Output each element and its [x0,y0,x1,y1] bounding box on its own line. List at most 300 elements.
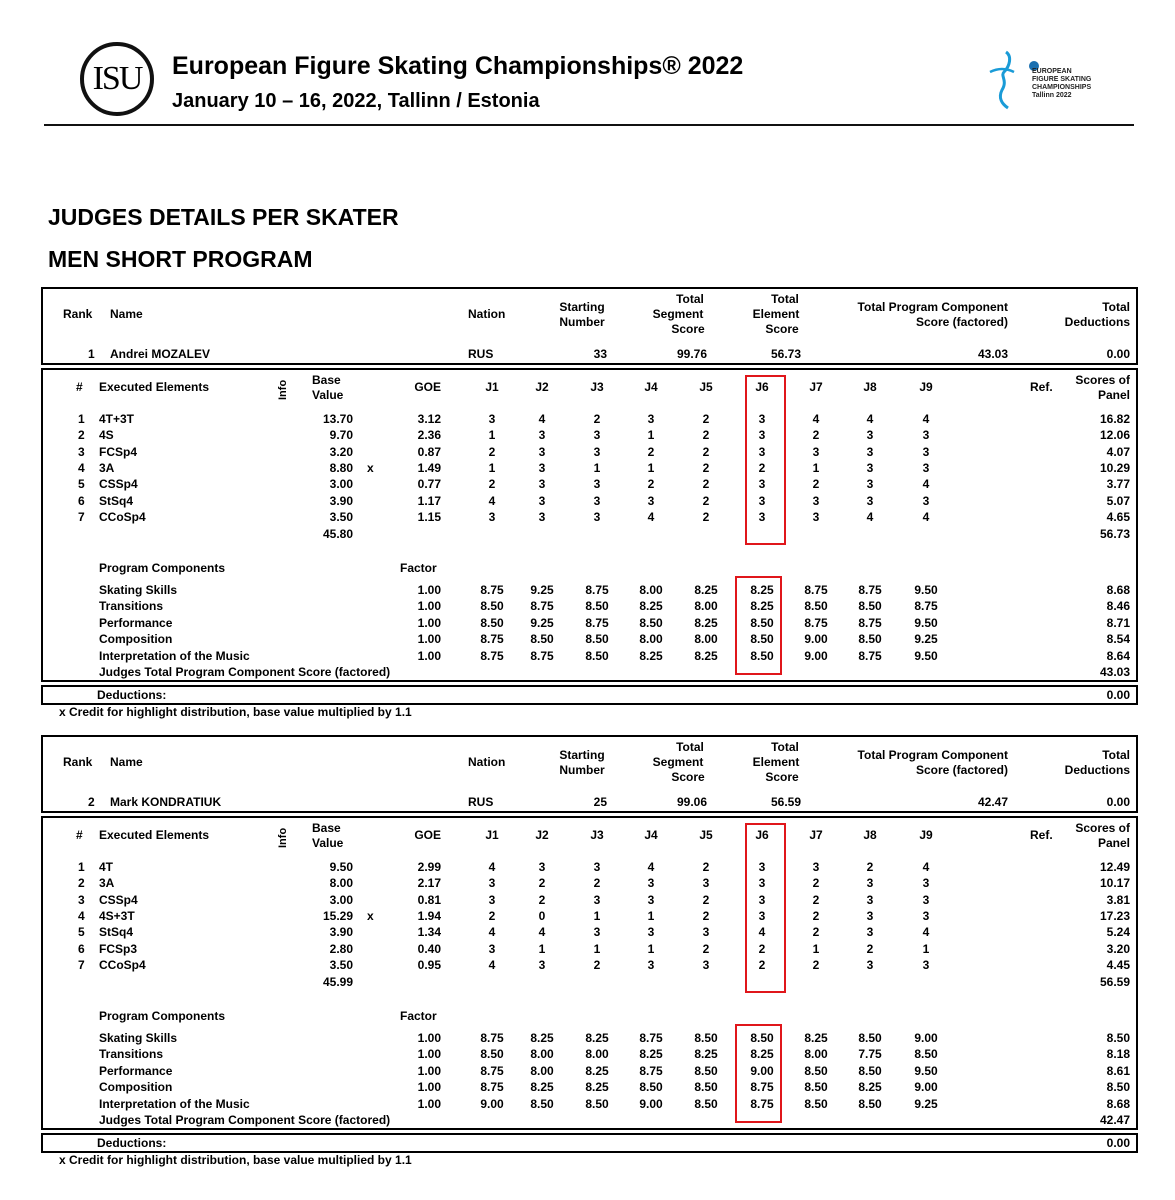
component-judge-8: 8.50 [858,1096,882,1111]
element-judge-8: 3 [866,876,874,891]
component-judge-1: 8.75 [480,648,504,663]
name-label: Name [110,307,143,321]
tss-label: Total [676,740,704,754]
element-panel-score: 3.20 [1106,941,1130,956]
component-judge-6: 8.50 [750,632,774,647]
element-judge-4: 1 [647,941,655,956]
pcs-label: Total Program Component [857,748,1008,762]
panel-label-2: Panel [1097,388,1130,402]
element-judge-2: 3 [538,460,546,475]
element-name: FCSp3 [99,941,138,956]
judge-header-8: J8 [863,380,877,394]
element-goe: 0.81 [417,892,441,907]
element-goe: 0.95 [417,957,441,972]
element-judge-6: 4 [758,925,766,940]
component-judge-1: 9.00 [480,1096,504,1111]
component-panel-score: 8.18 [1106,1047,1130,1062]
component-judge-3: 8.50 [585,599,609,614]
component-judge-5: 8.25 [694,1047,718,1062]
element-judge-5: 2 [702,428,710,443]
element-judge-2: 2 [538,876,546,891]
component-judge-9: 9.50 [914,648,938,663]
element-panel-score: 17.23 [1099,908,1130,923]
element-x-mark: x [367,908,374,923]
element-judge-9: 3 [922,892,930,907]
element-number: 4 [78,908,85,923]
element-judge-4: 1 [647,428,655,443]
element-judge-5: 2 [702,509,710,524]
element-name: 3A [99,876,115,891]
component-judge-7: 8.50 [804,1080,828,1095]
element-judge-2: 3 [538,444,546,459]
element-judge-5: 2 [702,892,710,907]
element-judge-8: 3 [866,428,874,443]
component-name: Performance [99,615,173,630]
element-number: 7 [78,957,85,972]
element-judge-1: 1 [488,428,496,443]
component-factor: 1.00 [417,1063,441,1078]
element-judge-4: 3 [647,876,655,891]
element-judge-1: 3 [488,876,496,891]
element-judge-1: 2 [488,477,496,492]
element-judge-6: 3 [758,428,766,443]
element-base-value: 2.80 [329,941,353,956]
element-judge-8: 3 [866,493,874,508]
element-judge-3: 3 [593,493,601,508]
component-judge-7: 9.00 [804,648,828,663]
panel-element-total: 56.73 [1099,527,1130,541]
element-judge-4: 1 [647,908,655,923]
tss-label: Total [676,292,704,306]
element-panel-score: 4.07 [1106,444,1130,459]
segment-heading: MEN SHORT PROGRAM [48,246,313,272]
component-judge-5: 8.50 [694,1031,718,1045]
pcs-label-2: Score (factored) [915,763,1008,777]
panel-label-2: Panel [1097,836,1130,850]
credit-footnote: x Credit for highlight distribution, base value multiplied by 1.1 [59,1153,412,1167]
starting-label: Starting [559,300,605,314]
element-judge-4: 3 [647,925,655,940]
factor-label: Factor [400,561,437,575]
component-panel-score: 8.61 [1106,1063,1130,1078]
component-judge-3: 8.75 [585,615,609,630]
component-judge-1: 8.75 [480,1063,504,1078]
element-judge-1: 3 [488,941,496,956]
element-name: 4S [99,428,114,443]
element-judge-9: 4 [922,509,930,524]
element-judge-2: 2 [538,892,546,907]
tss-label-3: Score [671,322,705,336]
component-factor: 1.00 [417,632,441,647]
element-judge-8: 2 [866,860,874,874]
element-judge-9: 1 [922,941,930,956]
component-judge-3: 8.50 [585,1096,609,1111]
ded-label-2: Deductions [1064,315,1130,329]
element-number: 2 [78,876,85,891]
element-judge-3: 3 [593,892,601,907]
element-goe: 1.49 [417,460,441,475]
component-factor: 1.00 [417,1096,441,1111]
total-pcs: 42.47 [977,795,1008,809]
skater-name: Mark KONDRATIUK [110,795,222,809]
deductions-value: 0.00 [1106,688,1130,702]
element-base-value: 9.70 [329,428,353,443]
component-name: Interpretation of the Music [99,648,250,663]
element-judge-7: 1 [812,941,820,956]
event-title: European Figure Skating Championships® 2022 [172,52,744,80]
skater-rank: 2 [88,795,95,809]
element-judge-8: 4 [866,509,874,524]
element-judge-2: 0 [538,908,546,923]
component-panel-score: 8.54 [1106,632,1130,647]
element-base-value: 15.29 [322,908,353,923]
page-heading: JUDGES DETAILS PER SKATER [48,204,399,230]
j6-components-highlight [735,576,782,675]
component-name: Interpretation of the Music [99,1096,250,1111]
element-goe: 1.94 [417,908,441,923]
element-judge-9: 3 [922,460,930,475]
element-judge-8: 3 [866,892,874,907]
component-judge-2: 8.75 [530,648,554,663]
component-factor: 1.00 [417,599,441,614]
component-judge-7: 8.75 [804,615,828,630]
component-judge-9: 9.00 [914,1031,938,1045]
championship-brand: EUROPEAN FIGURE SKATING CHAMPIONSHIPS Tallinn 2022 [1032,68,1092,99]
tss-label-2: Segment [652,307,704,321]
element-judge-4: 3 [647,892,655,907]
executed-elements-label: Executed Elements [99,828,210,842]
nation-label: Nation [468,755,506,769]
element-judge-2: 3 [538,509,546,524]
panel-label: Scores of [1075,373,1130,387]
component-name: Transitions [99,599,164,614]
judge-header-2: J2 [535,380,549,394]
element-name: CSSp4 [99,892,138,907]
element-base-value: 3.00 [329,892,353,907]
component-judge-2: 8.00 [530,1047,554,1062]
element-judge-6: 2 [758,460,766,475]
judge-header-4: J4 [644,828,658,842]
component-judge-1: 8.75 [480,1080,504,1095]
element-judge-1: 2 [488,908,496,923]
component-name: Performance [99,1063,173,1078]
base-value-total: 45.99 [322,975,353,989]
component-judge-1: 8.50 [480,615,504,630]
element-judge-3: 2 [593,876,601,891]
element-name: 4S+3T [99,908,135,923]
judge-header-4: J4 [644,380,658,394]
element-judge-2: 3 [538,493,546,508]
isu-logo: ISU [80,42,154,116]
element-panel-score: 4.65 [1106,509,1130,524]
component-name: Composition [99,632,173,647]
element-judge-7: 2 [812,925,820,940]
element-judge-8: 3 [866,957,874,972]
ref-label: Ref. [1030,380,1053,394]
element-judge-4: 3 [647,412,655,426]
component-judge-2: 9.25 [530,615,554,630]
element-goe: 2.36 [417,428,441,443]
element-goe: 0.40 [417,941,441,956]
component-judge-3: 8.25 [585,1080,609,1095]
element-name: 4T+3T [99,412,135,426]
total-pcs: 43.03 [977,347,1008,361]
j6-elements-highlight [745,823,786,993]
deductions-box [41,1133,1138,1153]
element-goe: 1.15 [417,509,441,524]
component-judge-1: 8.50 [480,1047,504,1062]
element-name: StSq4 [99,493,134,508]
element-panel-score: 3.81 [1106,892,1130,907]
element-judge-9: 4 [922,925,930,940]
judge-header-6: J6 [755,380,769,394]
element-judge-3: 3 [593,860,601,874]
element-panel-score: 5.24 [1106,925,1130,940]
element-judge-5: 3 [702,876,710,891]
component-judge-8: 8.50 [858,632,882,647]
j6-elements-highlight [745,375,786,545]
component-judge-6: 8.50 [750,615,774,630]
element-judge-3: 3 [593,925,601,940]
element-judge-4: 2 [647,477,655,492]
element-judge-1: 4 [488,925,496,940]
component-judge-3: 8.25 [585,1031,609,1045]
element-judge-7: 2 [812,876,820,891]
info-label: Info [277,827,289,848]
element-judge-6: 2 [758,941,766,956]
element-goe: 2.99 [417,860,441,874]
component-panel-score: 8.50 [1106,1080,1130,1095]
goe-label: GOE [414,828,441,842]
element-panel-score: 3.77 [1106,477,1130,492]
factor-label: Factor [400,1009,437,1023]
element-judge-5: 2 [702,444,710,459]
component-judge-2: 9.25 [530,583,554,597]
component-judge-6: 8.50 [750,1031,774,1045]
element-judge-9: 4 [922,860,930,874]
element-judge-9: 3 [922,957,930,972]
component-judge-5: 8.25 [694,615,718,630]
component-judge-6: 8.75 [750,1080,774,1095]
judge-header-9: J9 [919,380,933,394]
element-judge-9: 4 [922,412,930,426]
element-base-value: 3.90 [329,925,353,940]
element-judge-8: 3 [866,460,874,475]
component-judge-8: 8.75 [858,615,882,630]
element-name: CSSp4 [99,477,138,492]
component-factor: 1.00 [417,583,441,597]
component-panel-score: 8.71 [1106,615,1130,630]
element-judge-5: 2 [702,860,710,874]
component-judge-1: 8.75 [480,1031,504,1045]
component-judge-1: 8.50 [480,599,504,614]
component-judge-6: 8.25 [750,1047,774,1062]
element-judge-2: 3 [538,957,546,972]
component-judge-7: 8.00 [804,1047,828,1062]
element-base-value: 8.80 [329,460,353,475]
element-judge-3: 3 [593,509,601,524]
starting-label: Starting [559,748,605,762]
component-judge-4: 8.00 [639,632,663,647]
component-factor: 1.00 [417,1047,441,1062]
event-dates: January 10 – 16, 2022, Tallinn / Estonia [172,90,540,112]
component-judge-4: 8.50 [639,1080,663,1095]
component-judge-8: 8.50 [858,599,882,614]
component-judge-6: 8.75 [750,1096,774,1111]
component-judge-8: 8.25 [858,1080,882,1095]
judges-total-pcs: 43.03 [1099,665,1130,679]
element-panel-score: 12.49 [1099,860,1130,874]
program-components-label: Program Components [99,561,226,575]
element-panel-score: 10.29 [1099,460,1130,475]
component-factor: 1.00 [417,648,441,663]
credit-footnote: x Credit for highlight distribution, base value multiplied by 1.1 [59,705,412,719]
component-judge-5: 8.50 [694,1080,718,1095]
component-name: Skating Skills [99,583,178,597]
element-judge-4: 2 [647,444,655,459]
component-judge-6: 9.00 [750,1063,774,1078]
element-base-value: 3.50 [329,957,353,972]
skater-name: Andrei MOZALEV [110,347,211,361]
component-judge-9: 9.00 [914,1080,938,1095]
component-judge-9: 8.75 [914,599,938,614]
judge-header-3: J3 [590,828,604,842]
component-judge-3: 8.00 [585,1047,609,1062]
element-judge-7: 2 [812,957,820,972]
component-judge-5: 8.25 [694,648,718,663]
element-judge-4: 4 [647,860,655,874]
component-name: Skating Skills [99,1031,178,1045]
element-judge-8: 4 [866,412,874,426]
skater-rank: 1 [88,347,95,361]
component-judge-3: 8.50 [585,648,609,663]
component-judge-8: 8.75 [858,583,882,597]
element-number: 7 [78,509,85,524]
skater-nation: RUS [468,347,494,361]
judge-header-9: J9 [919,828,933,842]
tes-label-3: Score [765,322,799,336]
component-judge-8: 8.50 [858,1063,882,1078]
element-judge-1: 4 [488,493,496,508]
ref-label: Ref. [1030,828,1053,842]
ded-label: Total [1102,748,1130,762]
component-judge-2: 8.75 [530,599,554,614]
component-judge-3: 8.50 [585,632,609,647]
component-judge-7: 8.50 [804,1096,828,1111]
component-judge-1: 8.75 [480,632,504,647]
element-judge-7: 3 [812,509,820,524]
element-judge-8: 3 [866,444,874,459]
element-judge-9: 3 [922,876,930,891]
deductions-box [41,685,1138,705]
element-judge-6: 3 [758,892,766,907]
element-judge-8: 2 [866,941,874,956]
starting-label-2: Number [559,315,605,329]
total-deductions: 0.00 [1106,795,1130,809]
rank-label: Rank [63,307,93,321]
element-judge-4: 3 [647,493,655,508]
component-panel-score: 8.68 [1106,1096,1130,1111]
element-judge-2: 3 [538,428,546,443]
element-base-value: 3.50 [329,509,353,524]
element-number: 1 [78,860,85,874]
element-name: StSq4 [99,925,134,940]
element-judge-1: 4 [488,957,496,972]
element-judge-3: 2 [593,957,601,972]
element-judge-6: 3 [758,493,766,508]
component-judge-9: 9.50 [914,1063,938,1078]
rank-label: Rank [63,755,93,769]
component-judge-9: 8.50 [914,1047,938,1062]
element-judge-4: 3 [647,957,655,972]
component-judge-7: 8.25 [804,1031,828,1045]
element-judge-7: 4 [812,412,820,426]
element-number: 6 [78,493,85,508]
pcs-label: Total Program Component [857,300,1008,314]
base-label: Base [312,821,341,835]
goe-label: GOE [414,380,441,394]
element-goe: 1.34 [417,925,441,940]
judge-header-8: J8 [863,828,877,842]
judges-total-pcs: 42.47 [1099,1113,1130,1127]
element-panel-score: 5.07 [1106,493,1130,508]
element-goe: 0.77 [417,477,441,492]
element-judge-5: 2 [702,412,710,426]
total-element-score: 56.73 [770,347,801,361]
element-number: 4 [78,460,85,475]
element-goe: 2.17 [417,876,441,891]
component-judge-4: 9.00 [639,1096,663,1111]
element-judge-3: 1 [593,941,601,956]
name-label: Name [110,755,143,769]
element-number: 3 [78,892,85,907]
element-name: CCoSp4 [99,957,146,972]
skater-nation: RUS [468,795,494,809]
component-judge-7: 8.75 [804,583,828,597]
element-judge-7: 2 [812,428,820,443]
starting-number: 33 [593,347,607,361]
judge-header-3: J3 [590,380,604,394]
component-judge-3: 8.25 [585,1063,609,1078]
element-judge-1: 4 [488,860,496,874]
element-judge-6: 3 [758,444,766,459]
judge-header-1: J1 [485,828,499,842]
judges-total-label: Judges Total Program Component Score (factored) [99,1113,391,1127]
judge-header-1: J1 [485,380,499,394]
element-judge-8: 3 [866,925,874,940]
judge-header-5: J5 [699,380,713,394]
element-judge-9: 3 [922,428,930,443]
component-judge-2: 8.25 [530,1031,554,1045]
component-judge-8: 8.50 [858,1031,882,1045]
component-judge-7: 8.50 [804,1063,828,1078]
component-judge-4: 8.00 [639,583,663,597]
component-judge-7: 9.00 [804,632,828,647]
deductions-label: Deductions: [97,688,167,702]
component-judge-5: 8.00 [694,632,718,647]
total-deductions: 0.00 [1106,347,1130,361]
element-judge-6: 3 [758,477,766,492]
base-label-2: Value [312,388,344,402]
element-base-value: 3.20 [329,444,353,459]
element-judge-5: 2 [702,493,710,508]
element-goe: 1.17 [417,493,441,508]
component-judge-4: 8.25 [639,648,663,663]
total-element-score: 56.59 [770,795,801,809]
element-number: 2 [78,428,85,443]
element-judge-5: 2 [702,941,710,956]
element-judge-8: 3 [866,908,874,923]
